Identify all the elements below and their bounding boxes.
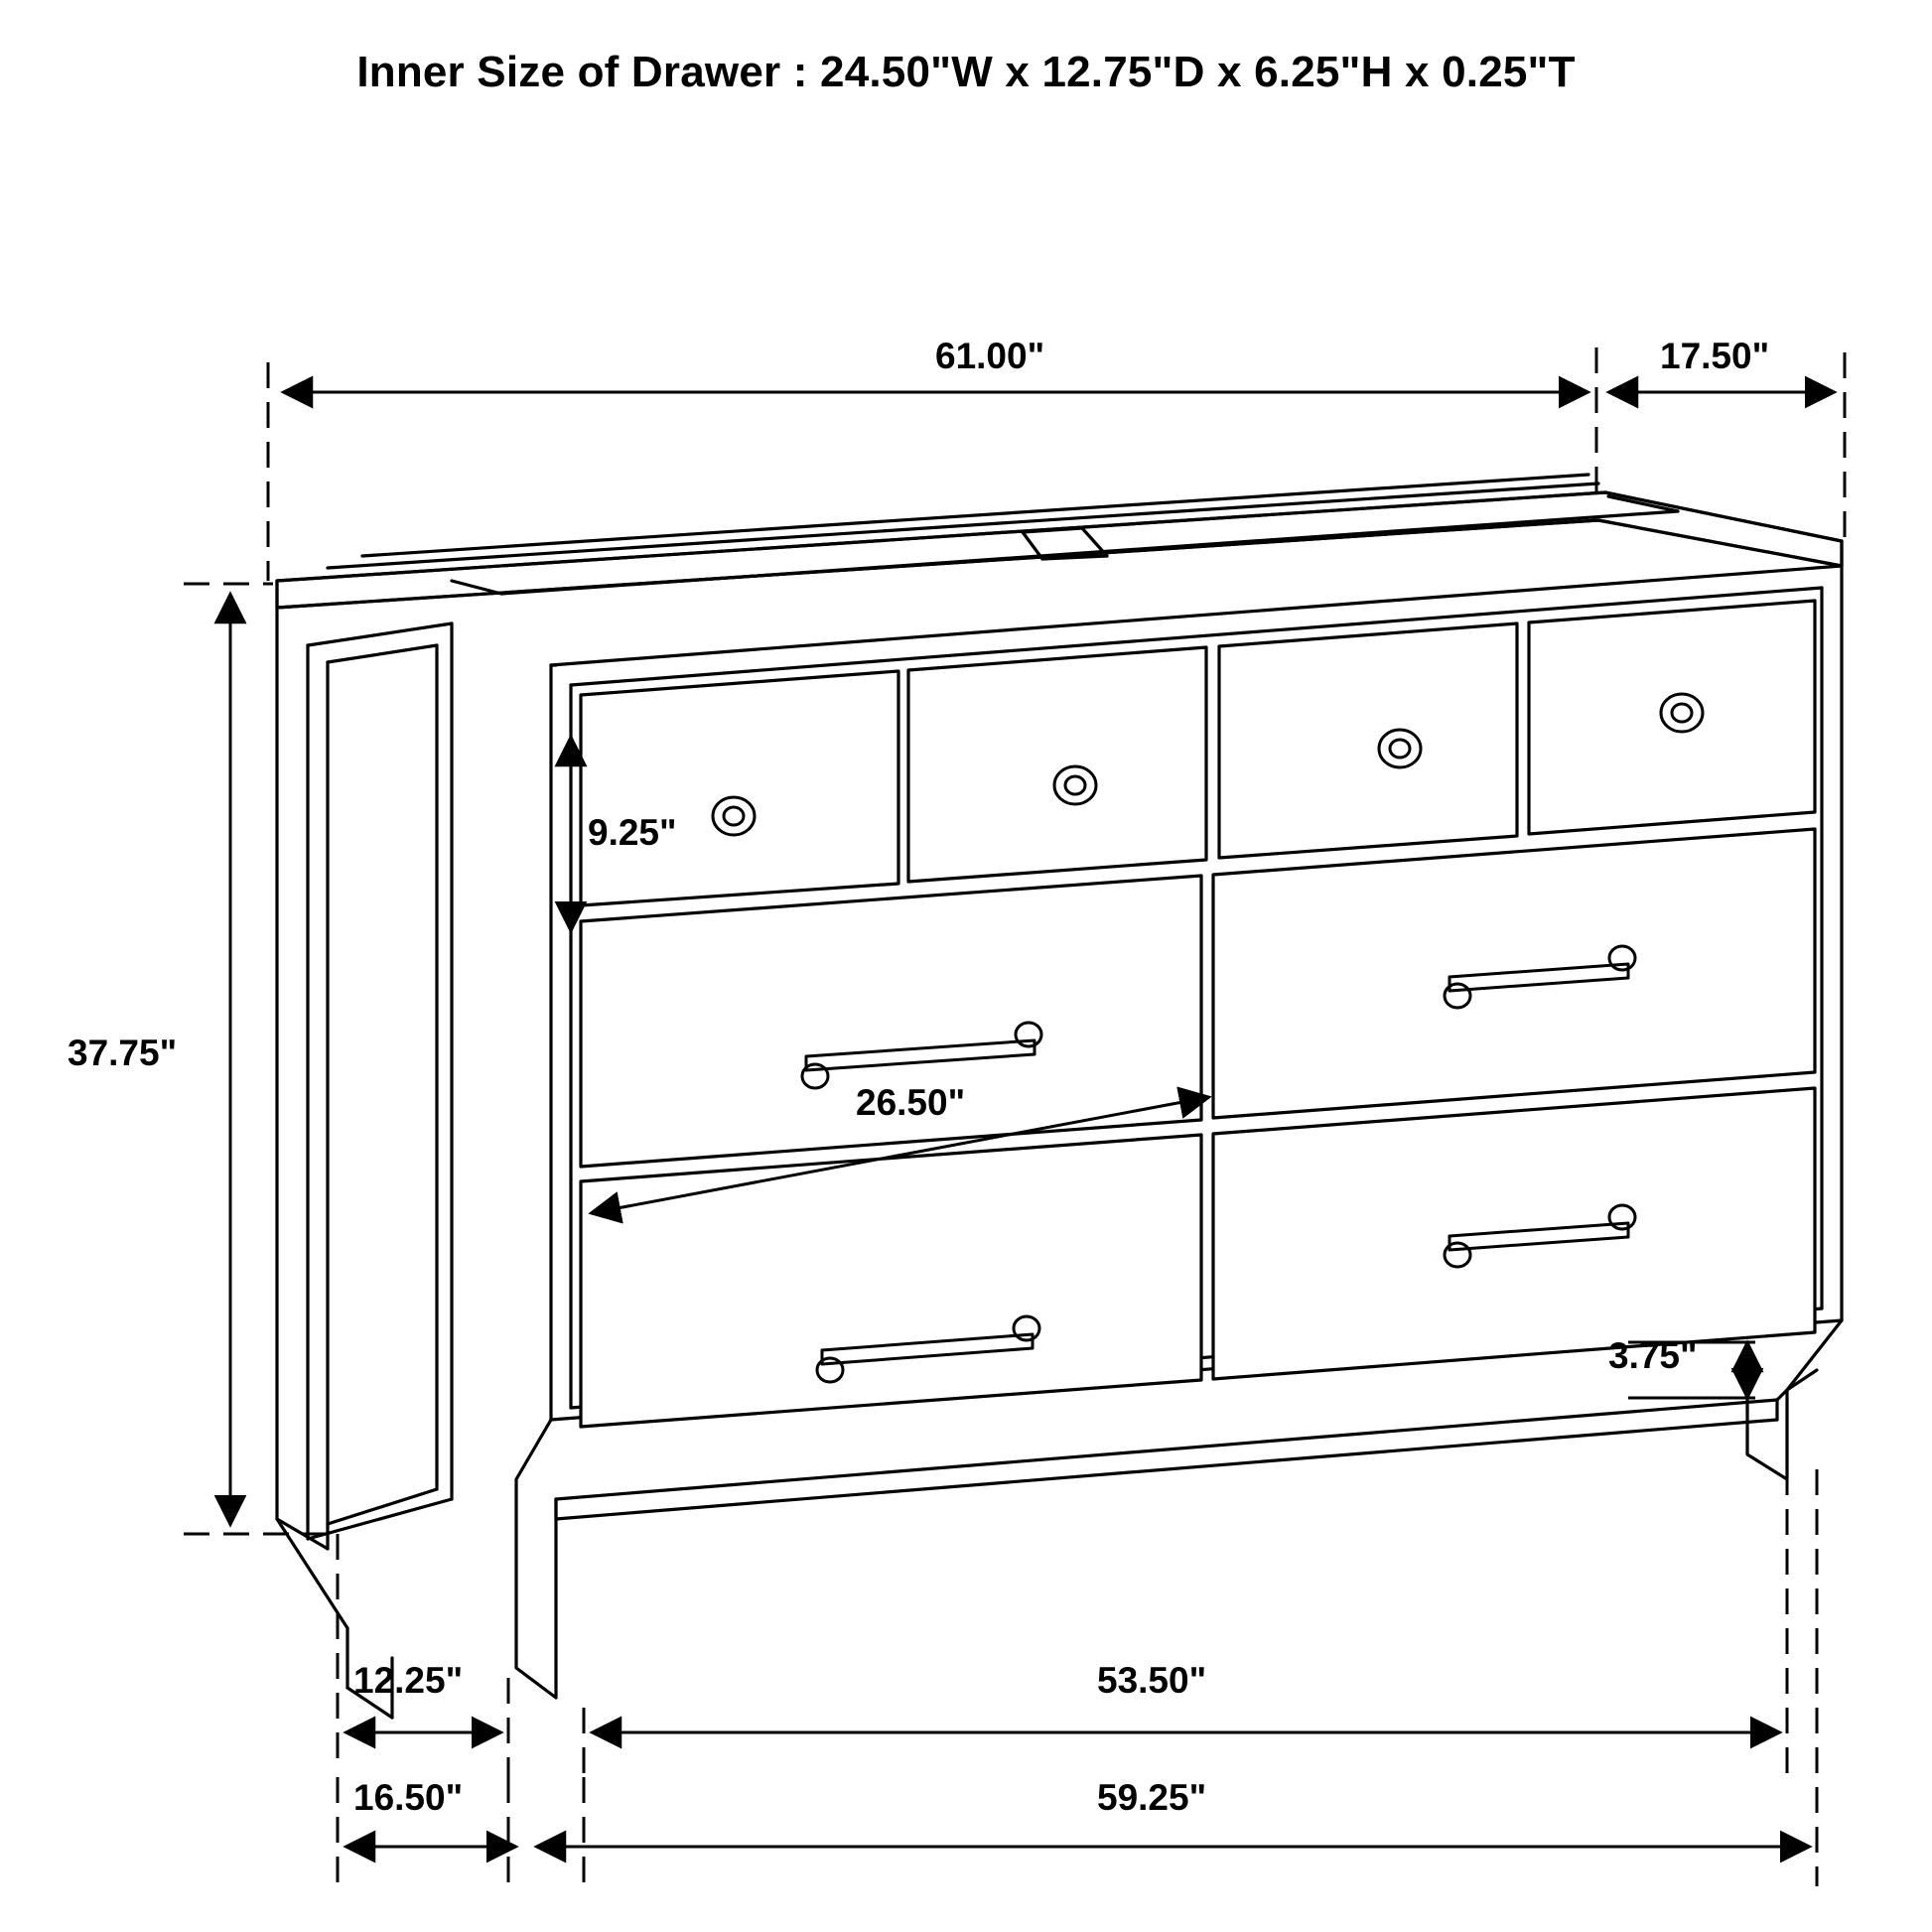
page-title: Inner Size of Drawer : 24.50"W x 12.75"D x 6.25"H x 0.25"T [356, 48, 1576, 96]
dim-label-foot-depth: 12.25" [353, 1660, 464, 1701]
dim-label-width-top: 61.00" [935, 336, 1045, 376]
dim-label-height-left: 37.75" [68, 1033, 178, 1073]
dim-label-leg-height: 3.75" [1608, 1335, 1698, 1376]
dim-label-drawer-width: 26.50" [856, 1082, 966, 1123]
dim-label-depth-top-right: 17.50" [1660, 336, 1770, 376]
dim-label-base-width: 53.50" [1097, 1660, 1207, 1701]
dim-label-base-depth: 16.50" [353, 1777, 464, 1818]
dim-label-drawer-height: 9.25" [588, 812, 677, 853]
dim-label-overall-width: 59.25" [1097, 1777, 1207, 1818]
